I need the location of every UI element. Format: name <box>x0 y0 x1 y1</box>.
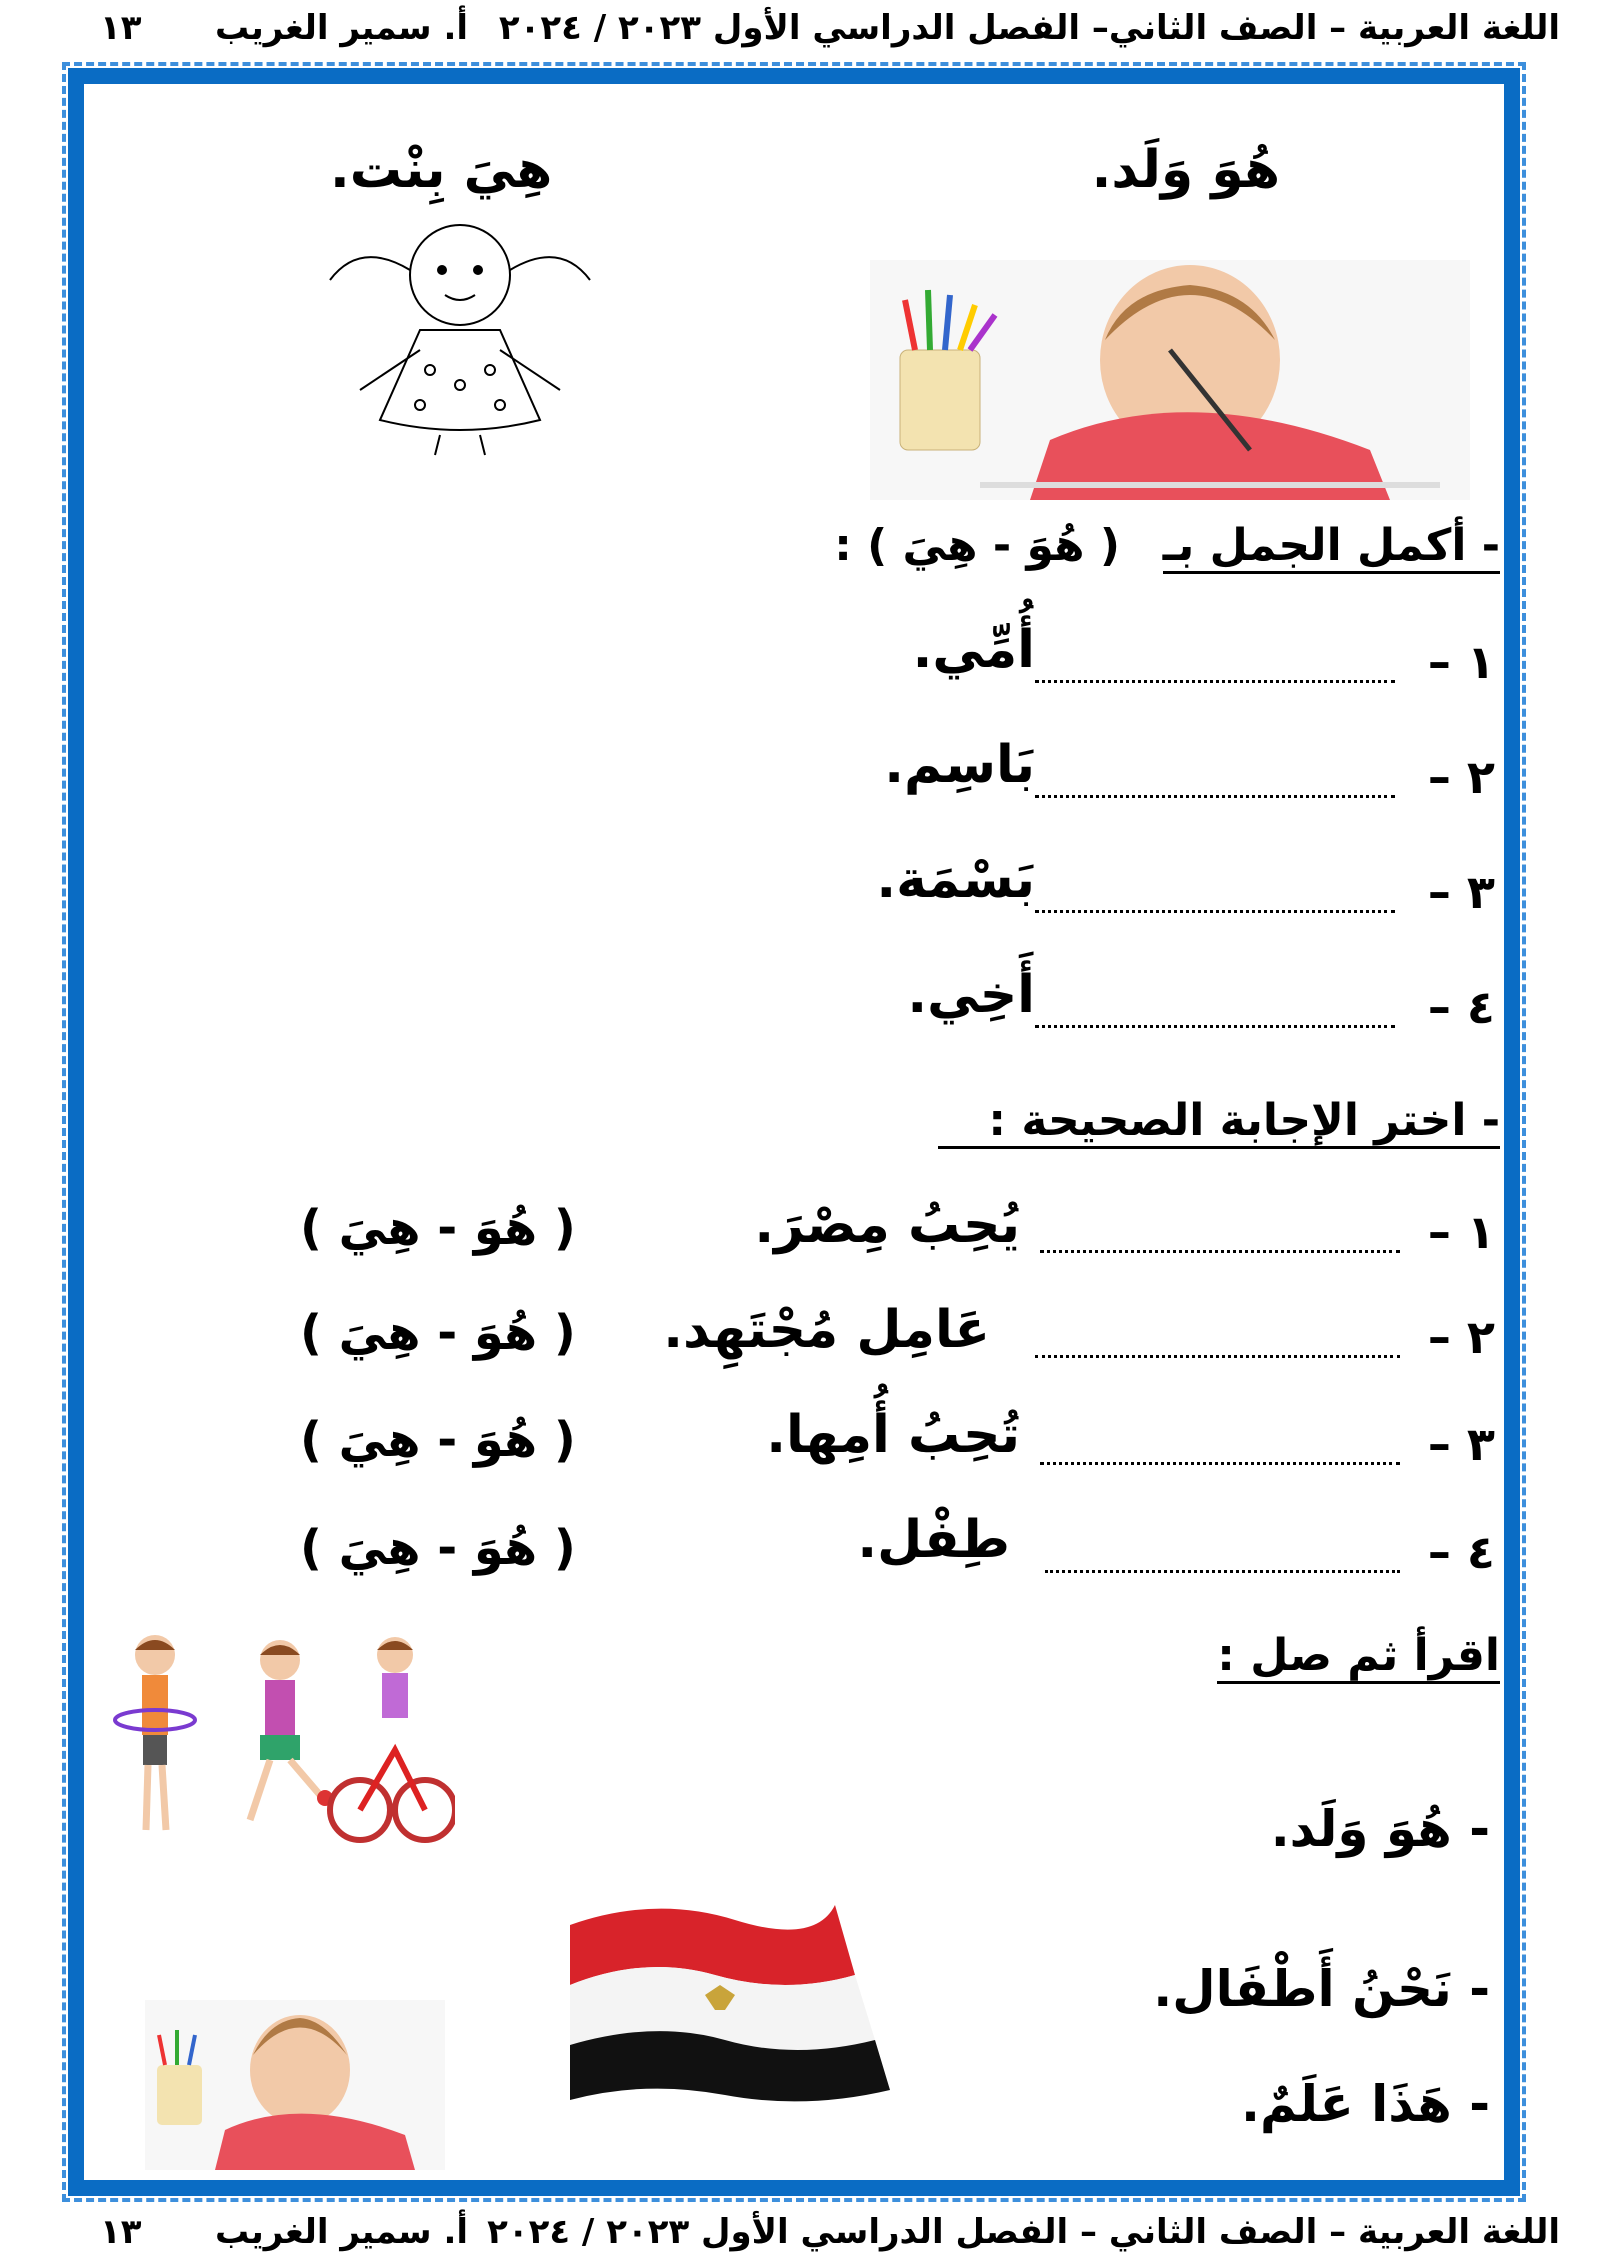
item-number: ٣ – <box>1427 865 1495 919</box>
match-item[interactable]: - هُوَ وَلَد. <box>1270 1800 1490 1858</box>
footer-subject: اللغة العربية – الصف الثاني – الفصل الدراسي الأول ٢٠٢٣ / ٢٠٢٤ <box>487 2212 1560 2252</box>
choice-options[interactable]: ( هُوَ - هِيَ ) <box>300 1412 576 1468</box>
answer-blank[interactable] <box>1045 1570 1400 1573</box>
item-sentence: يُحِبُ مِصْرَ. <box>754 1195 1020 1255</box>
answer-blank[interactable] <box>1035 1355 1400 1358</box>
girl-outline-image <box>260 220 660 460</box>
item-number: ٣ – <box>1427 1417 1495 1471</box>
footer-page-number: ١٣ <box>100 2212 142 2252</box>
answer-blank[interactable] <box>1035 1025 1395 1028</box>
answer-blank[interactable] <box>1040 1250 1400 1253</box>
children-playing-image <box>110 1630 455 1855</box>
section1-options: ( هُوَ - هِيَ ) : <box>834 520 1120 571</box>
footer-teacher: أ. سمير الغريب <box>215 2212 469 2252</box>
header-teacher: أ. سمير الغريب <box>215 8 469 48</box>
choice-options[interactable]: ( هُوَ - هِيَ ) <box>300 1520 576 1576</box>
boy-drawing-image <box>870 260 1470 500</box>
match-item[interactable]: - نَحْنُ أَطْفَال. <box>1153 1960 1490 2018</box>
item-word: أُمِّي. <box>912 620 1035 680</box>
answer-blank[interactable] <box>1035 795 1395 798</box>
egypt-flag-image <box>565 1895 895 2105</box>
girl-caption: هِيَ بِنْت. <box>330 140 553 200</box>
match-item[interactable]: - هَذَا عَلَمٌ. <box>1240 2075 1490 2133</box>
answer-blank[interactable] <box>1035 680 1395 683</box>
item-number: ٤ – <box>1427 980 1495 1034</box>
answer-blank[interactable] <box>1040 1462 1400 1465</box>
item-word: أَخِي. <box>907 965 1035 1025</box>
item-number: ١ – <box>1427 1205 1495 1259</box>
choice-options[interactable]: ( هُوَ - هِيَ ) <box>300 1305 576 1361</box>
item-number: ٢ – <box>1427 750 1495 804</box>
item-word: بَاسِم. <box>884 735 1035 795</box>
item-sentence: طِفْل. <box>857 1510 1010 1570</box>
item-word: بَسْمَة. <box>876 850 1035 910</box>
item-number: ١ – <box>1427 635 1495 689</box>
section1-title: - أكمل الجمل بـ <box>1163 520 1500 574</box>
boy-drawing-small-image <box>145 2000 445 2170</box>
item-number: ٤ – <box>1427 1525 1495 1579</box>
section3-title: اقرأ ثم صل : <box>1217 1630 1500 1684</box>
header-page-number: ١٣ <box>100 8 142 48</box>
section2-title: - اختر الإجابة الصحيحة : <box>938 1095 1500 1149</box>
boy-caption: هُوَ وَلَد. <box>1091 140 1280 200</box>
header-subject: اللغة العربية – الصف الثاني– الفصل الدراسي الأول ٢٠٢٣ / ٢٠٢٤ <box>498 8 1560 48</box>
answer-blank[interactable] <box>1035 910 1395 913</box>
choice-options[interactable]: ( هُوَ - هِيَ ) <box>300 1200 576 1256</box>
item-sentence: تُحِبُ أُمِها. <box>766 1405 1020 1465</box>
item-number: ٢ – <box>1427 1310 1495 1364</box>
item-sentence: عَامِل مُجْتَهِد. <box>663 1300 990 1360</box>
